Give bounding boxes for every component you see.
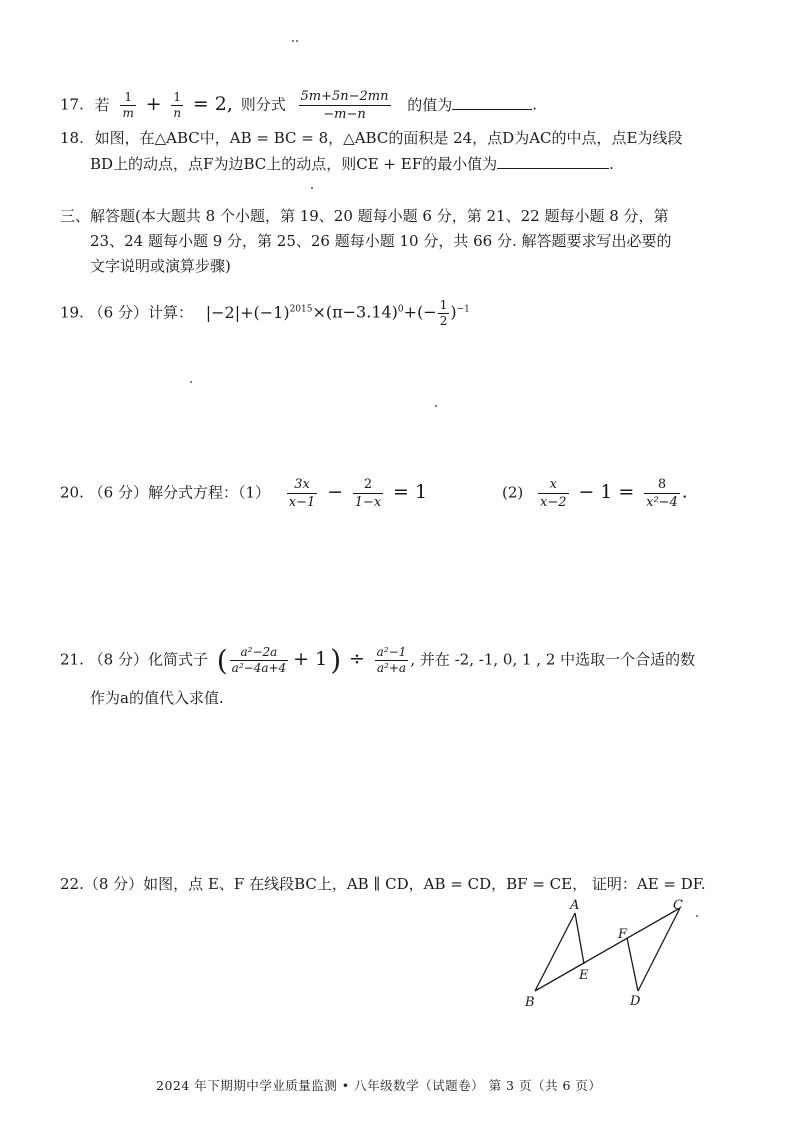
q17-f1-num: 1 bbox=[120, 90, 135, 106]
page-footer bbox=[156, 1076, 601, 1094]
section-3-heading bbox=[60, 206, 669, 226]
q21-text1: , 并在 -2, -1, 0, 1 , 2 中选取一个合适的数 bbox=[410, 650, 696, 669]
q19-expr-b: ×(π−3.14) bbox=[312, 302, 398, 322]
section3-line2: 23、24 题每小题 9 分，第 25、26 题每小题 10 分，共 66 分. 解答题要求写出必要的 bbox=[90, 232, 672, 250]
section3-line1: 解答题(本大题共 8 个小题，第 19、20 题每小题 6 分，第 21、22 题每小题 8 分，第 bbox=[90, 207, 669, 225]
q22-text: （8 分）如图，点 E、F 在线段BC上，AB ∥ CD，AB = CD，BF = CE， 证明：AE = DF. bbox=[83, 875, 706, 893]
q21-f2-den: a²+a bbox=[376, 661, 407, 675]
label-d: D bbox=[630, 994, 641, 1009]
q19-exp-m1: −1 bbox=[456, 304, 470, 315]
q20-p1-fraction-1 bbox=[287, 476, 318, 511]
q18-answer-blank bbox=[497, 154, 609, 169]
q18-number: 18. bbox=[60, 129, 84, 147]
section-3-line2 bbox=[90, 231, 672, 251]
q20-p2-end: . bbox=[681, 481, 688, 503]
q20-part-2 bbox=[502, 476, 688, 511]
q19-exp-0: 0 bbox=[397, 304, 404, 315]
q19-expr-a: |−2|+(−1) bbox=[205, 302, 290, 322]
section3-line3: 文字说明或演算步骤) bbox=[90, 257, 231, 275]
q17-pre: 若 bbox=[94, 95, 110, 114]
q17-post: 的值为 bbox=[407, 95, 453, 114]
q21-continuation bbox=[90, 688, 224, 708]
segment-fd bbox=[627, 938, 638, 991]
q19-expr-d: ) bbox=[450, 302, 457, 322]
q21-f2-num: a²−1 bbox=[376, 645, 407, 659]
q21-plus-one: + 1 bbox=[293, 647, 328, 670]
q20-label: （6 分）解分式方程：（1） bbox=[88, 483, 270, 502]
q20-p1-f1-den: x−1 bbox=[288, 495, 316, 510]
q18-continuation bbox=[90, 154, 614, 174]
q20-p2-mid: − 1 = bbox=[578, 480, 635, 503]
q20-p2-fraction-2 bbox=[644, 476, 680, 511]
q19-frac-num: 1 bbox=[439, 298, 448, 312]
q19-fraction bbox=[438, 298, 450, 329]
q21-label: （8 分）化简式子 bbox=[88, 650, 208, 669]
q17-f1-den: m bbox=[122, 106, 134, 120]
q17-plus: + bbox=[145, 92, 162, 115]
q17-f2-den: n bbox=[173, 106, 182, 120]
q18-line1: 如图，在△ABC中，AB = BC = 8，△ABC的面积是 24，点D为AC的中点，点E为线段 bbox=[94, 129, 683, 147]
speck bbox=[311, 187, 313, 189]
q19-expr-c: +(− bbox=[403, 302, 437, 322]
question-17 bbox=[60, 88, 537, 123]
q20-p1-f2-den: 1−x bbox=[354, 495, 382, 510]
q20-p2-f1-den: x−2 bbox=[540, 495, 567, 510]
q22-number: 22. bbox=[60, 875, 84, 893]
q19-label: （6 分）计算： bbox=[88, 303, 193, 322]
q21-text2: 作为a的值代入求值. bbox=[90, 689, 224, 707]
q17-eq: = 2, bbox=[192, 92, 233, 115]
q17-mid: 则分式 bbox=[240, 95, 286, 114]
q17-fraction-1 bbox=[120, 90, 135, 121]
q17-answer-blank bbox=[452, 95, 532, 110]
q19-number: 19. bbox=[60, 303, 84, 322]
q21-number: 21. bbox=[60, 650, 84, 669]
q21-fraction-1 bbox=[230, 645, 289, 676]
label-f: F bbox=[618, 927, 628, 942]
q20-p2-f1-num: x bbox=[538, 476, 569, 494]
section-3-line3 bbox=[90, 256, 231, 276]
q20-p2-label: (2) bbox=[502, 483, 524, 502]
question-19 bbox=[60, 298, 470, 329]
q20-p2-f2-num: 8 bbox=[644, 476, 680, 494]
q20-p1-minus: − bbox=[327, 480, 343, 503]
q17-number: 17. bbox=[60, 95, 84, 114]
speck bbox=[292, 40, 294, 42]
q20-p1-fraction-2 bbox=[353, 476, 384, 511]
label-e: E bbox=[579, 968, 589, 983]
q20-number: 20. bbox=[60, 483, 84, 502]
q20-p1-f2-num: 2 bbox=[353, 476, 384, 494]
q22-geometry-figure bbox=[515, 893, 705, 1013]
q19-frac-den: 2 bbox=[439, 314, 448, 328]
q17-f3-num: 5m+5n−2mn bbox=[300, 89, 389, 104]
q17-end: . bbox=[532, 95, 538, 114]
speck bbox=[190, 381, 192, 383]
q21-fraction-2 bbox=[375, 645, 409, 676]
q21-right-paren: ) bbox=[330, 643, 342, 677]
q17-fraction-2 bbox=[171, 90, 183, 121]
q18-line2: BD上的动点，点F为边BC上的动点，则CE + EF的最小值为 bbox=[90, 155, 498, 173]
q21-left-paren: ( bbox=[216, 643, 228, 677]
label-c: C bbox=[673, 898, 683, 913]
label-b: B bbox=[525, 995, 535, 1010]
question-22 bbox=[60, 874, 706, 894]
q17-f2-num: 1 bbox=[171, 90, 183, 106]
question-20 bbox=[60, 476, 430, 511]
label-a: A bbox=[570, 898, 580, 913]
q21-f1-num: a²−2a bbox=[230, 645, 289, 661]
question-18 bbox=[60, 128, 682, 148]
q21-f1-den: a²−4a+4 bbox=[231, 661, 287, 675]
question-21 bbox=[60, 645, 695, 676]
section3-label: 三、 bbox=[60, 207, 91, 225]
q17-f3-den: −m−n bbox=[323, 107, 366, 122]
q20-p2-fraction-1 bbox=[538, 476, 569, 511]
speck bbox=[435, 405, 437, 407]
q21-div: ÷ bbox=[348, 647, 365, 670]
q18-end: . bbox=[609, 155, 614, 173]
q20-p1-eq: = 1 bbox=[393, 480, 428, 503]
segment-ae bbox=[575, 913, 584, 964]
footer-text: 2024 年下期期中学业质量监测 • 八年级数学（试题卷） 第 3 页（共 6 页） bbox=[156, 1078, 602, 1093]
q19-exp-2015: 2015 bbox=[289, 304, 313, 315]
q20-p2-f2-den: x²−4 bbox=[646, 495, 678, 510]
q20-p1-f1-num: 3x bbox=[287, 476, 318, 494]
speck bbox=[296, 40, 298, 42]
q17-fraction-3 bbox=[299, 88, 391, 123]
